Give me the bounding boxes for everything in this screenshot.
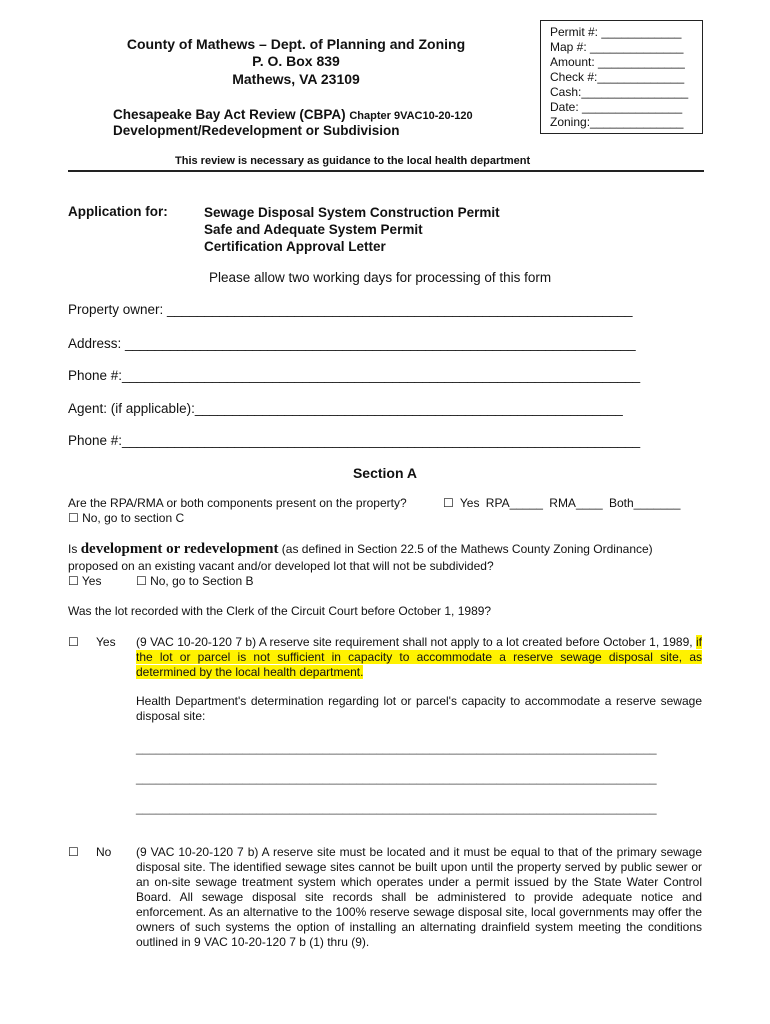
determination-line-2[interactable]: ______________________________________________________________________________ (136, 771, 657, 785)
map-number-field[interactable]: Map #: ______________ (550, 40, 684, 54)
section-a-title: Section A (352, 465, 418, 481)
date-field[interactable]: Date: _______________ (550, 100, 683, 114)
chapter-reference: Chapter 9VAC10-20-120 (349, 110, 473, 122)
header-divider (68, 170, 704, 172)
lot-recorded-question: Was the lot recorded with the Clerk of the Circuit Court before October 1, 1989? (68, 604, 492, 618)
address-field[interactable]: Address: ____________________________________________________________________ (68, 336, 636, 351)
health-dept-determination: Health Department's determination regarding lot or parcel's capacity to accommodate a reserve sewage disposal site: (136, 694, 702, 723)
development-question-rest: (as defined in Section 22.5 of the Mathews County Zoning Ordinance) (281, 542, 653, 556)
application-for-label: Application for: (68, 204, 168, 219)
phone-field[interactable]: Phone #:_____________________________________________________________________ (68, 368, 641, 383)
determination-line-1[interactable]: ______________________________________________________________________________ (136, 741, 657, 755)
development-term: development or redevelopment (80, 541, 279, 557)
permit-number-field[interactable]: Permit #: ____________ (550, 25, 682, 39)
office-use-box (540, 20, 703, 134)
development-question (68, 542, 653, 557)
lot-no-label: No (96, 845, 112, 859)
agency-city: Mathews, VA 23109 (232, 71, 360, 87)
lot-yes-text (136, 635, 702, 680)
lot-no-checkbox[interactable]: ☐ (68, 845, 79, 859)
development-no-option[interactable]: ☐ No, go to Section B (136, 574, 254, 588)
health-department-note: This review is necessary as guidance to the local health department (175, 155, 531, 167)
option-safe-adequate-permit[interactable]: Safe and Adequate System Permit (204, 222, 423, 237)
check-number-field[interactable]: Check #:_____________ (550, 70, 685, 84)
amount-field[interactable]: Amount: _____________ (550, 55, 685, 69)
application-options (204, 204, 500, 255)
lot-yes-label: Yes (96, 635, 116, 649)
option-construction-permit[interactable]: Sewage Disposal System Construction Permit (204, 205, 500, 220)
property-owner-field[interactable]: Property owner: ______________________________________________________________ (68, 302, 633, 317)
development-question-is: Is (68, 542, 78, 556)
review-title: Chesapeake Bay Act Review (CBPA) (113, 107, 346, 122)
review-subtitle: Development/Redevelopment or Subdivision (113, 123, 400, 138)
agent-phone-field[interactable]: Phone #:_____________________________________________________________________ (68, 433, 641, 448)
lot-no-text: (9 VAC 10-20-120 7 b) A reserve site must be located and it must be equal to that of the primary sewage disposal site. The identified sewage sites cannot be built upon until the property served by public sewer or an on-site sewage treatment system which operates under a permit issued by the State Water Control Board. All sewage disposal site records shall be administered to provide adequate notice and enforcement. As an alternative to the 100% reserve sewage disposal site, local governments may offer the owners of such systems the option of installing an alternating drainfield system meeting the conditions outlined in 9 VAC 10-20-120 7 b (1) thru (9). (136, 845, 702, 949)
zoning-field[interactable]: Zoning:______________ (550, 115, 684, 129)
agent-field[interactable]: Agent: (if applicable):_________________________________________________________ (68, 401, 623, 416)
processing-note: Please allow two working days for processing of this form (209, 270, 552, 285)
determination-line-3[interactable]: ______________________________________________________________________________ (136, 801, 657, 815)
rpa-rma-yes-options[interactable]: ☐ Yes RPA_____ RMA____ Both_______ (443, 496, 681, 510)
lot-yes-checkbox[interactable]: ☐ (68, 635, 79, 649)
agency-po-box: P. O. Box 839 (252, 53, 340, 69)
lot-yes-text-plain: (9 VAC 10-20-120 7 b) A reserve site requirement shall not apply to a lot created before October 1, 1989, (136, 635, 693, 649)
development-yes-option[interactable]: ☐ Yes (68, 574, 102, 588)
rpa-rma-question: Are the RPA/RMA or both components present on the property? (68, 496, 407, 510)
rpa-rma-no-option[interactable]: ☐ No, go to section C (68, 511, 185, 525)
cash-field[interactable]: Cash:________________ (550, 85, 689, 99)
review-title-row (113, 107, 473, 122)
lot-yes-text-highlight: if the lot or parcel is not sufficient in capacity to accommodate a reserve sewage disposal site, as determined by the local health department. (136, 635, 702, 679)
option-certification-letter[interactable]: Certification Approval Letter (204, 239, 386, 254)
agency-name: County of Mathews – Dept. of Planning and Zoning (126, 36, 466, 52)
development-question-line2: proposed on an existing vacant and/or developed lot that will not be subdivided? (68, 559, 494, 573)
